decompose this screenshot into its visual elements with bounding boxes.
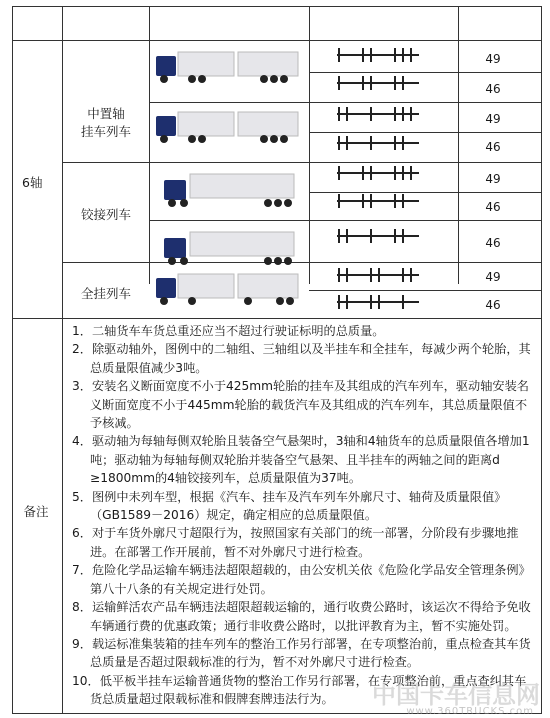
remark-item: 3．安装名义断面宽度不小于425mm轮胎的挂车及其组成的汽车列车，驱动轴安装名义断面宽度不小于445mm轮胎的载货汽车及其组成的汽车列车，其总质量限值不予核减。 bbox=[72, 379, 529, 431]
remarks-sep bbox=[12, 318, 542, 319]
category-label-center-axle-2: 挂车列车 bbox=[80, 124, 131, 139]
truck-image-full-trailer bbox=[152, 270, 302, 308]
table-border-top bbox=[12, 6, 542, 7]
truck-sep-2 bbox=[149, 220, 309, 221]
limit-value: 46 bbox=[485, 298, 501, 312]
truck-image-center-axle-2 bbox=[152, 108, 302, 146]
category-sep-1 bbox=[62, 162, 542, 163]
remark-item: 9．载运标准集装箱的挂车列车的整治工作另行部署，在专项整治前，重点检查其车货总质量是否超过限载标准的行为，暂不对外廓尺寸进行检查。 bbox=[72, 636, 531, 670]
remark-item: 7．危险化学品运输车辆违法超限超载的，由公安机关依《危险化学品安全管理条例》第八十八条的有关规定进行处罚。 bbox=[72, 563, 531, 596]
axle-diagram-1 bbox=[333, 44, 423, 66]
remark-item: 2．除驱动轴外，图例中的二轴组、三轴组以及半挂车和全挂车，每减少两个轮胎，其总质量限值减少3吨。 bbox=[72, 342, 531, 375]
remarks-list bbox=[66, 322, 536, 709]
category-sep-2 bbox=[62, 262, 542, 263]
axle-group-label: 6轴 bbox=[22, 175, 43, 190]
axle-diagram-8 bbox=[333, 264, 423, 286]
category-label-articulated: 铰接列车 bbox=[80, 207, 131, 222]
col-line-3 bbox=[309, 6, 310, 284]
limit-value: 46 bbox=[485, 82, 501, 96]
truck-image-center-axle-1 bbox=[152, 48, 302, 86]
limit-value: 46 bbox=[485, 200, 501, 214]
truck-image-articulated-2 bbox=[160, 230, 300, 268]
axle-diagram-7 bbox=[333, 225, 423, 247]
truck-image-articulated-1 bbox=[160, 172, 300, 210]
axle-diagram-3 bbox=[333, 103, 423, 125]
axle-diagram-9 bbox=[333, 292, 423, 312]
limit-value: 49 bbox=[485, 112, 501, 126]
remark-item: 4．驱动轴为每轴每侧双轮胎且装备空气悬架时，3轴和4轴货车的总质量限值各增加1吨；驱动轴为每轴每侧双轮胎并装备空气悬架、且半挂车的两轴之间的距离d ≥1800mm的4轴铰接列车，总质量限值为37吨。 bbox=[72, 434, 530, 486]
col-line-2 bbox=[149, 6, 150, 284]
remark-item: 6．对于车货外廓尺寸超限行为，按照国家有关部门的统一部署，分阶段有步骤地推进。在部署工作开展前，暂不对外廓尺寸进行检查。 bbox=[72, 526, 519, 559]
axle-diagram-2 bbox=[333, 72, 423, 94]
remark-item: 10．低平板半挂车运输普通货物的整治工作另行部署，在专项整治前，重点查纠其车货总质量超过限载标准和假牌套牌违法行为。 bbox=[72, 673, 527, 707]
table-border-right bbox=[541, 6, 542, 714]
axle-diagram-6 bbox=[333, 190, 423, 212]
remark-item: 8．运输鲜活农产品车辆违法超限超载运输的，通行收费公路时，该运次不得给予免收车辆通行费的优惠政策；通行非收费公路时，以批评教育为主，暂不实施处罚。 bbox=[72, 600, 531, 633]
watermark-url: www.360TRUCKS.com bbox=[406, 706, 534, 717]
limit-value: 46 bbox=[485, 140, 501, 154]
row-sep-6 bbox=[309, 290, 542, 291]
limit-value: 49 bbox=[485, 172, 501, 186]
axle-diagram-4 bbox=[333, 132, 423, 154]
truck-sep-1 bbox=[149, 102, 309, 103]
watermark: 中国卡车信息网 bbox=[372, 681, 540, 709]
header-row-line bbox=[12, 40, 542, 41]
limit-value: 46 bbox=[485, 236, 501, 250]
remark-item: 5．图例中未列车型，根据《汽车、挂车及汽车列车外廓尺寸、轴荷及质量限值》（GB1589－2016）规定，确定相应的总质量限值。 bbox=[72, 489, 507, 523]
col-line-4 bbox=[458, 6, 459, 284]
category-label-full-trailer: 全挂列车 bbox=[80, 286, 131, 301]
remarks-label: 备注 bbox=[23, 504, 49, 519]
table-border-left bbox=[12, 6, 13, 714]
limit-value: 49 bbox=[485, 52, 501, 66]
remark-item: 1．二轴货车车货总重还应当不超过行驶证标明的总质量。 bbox=[72, 324, 385, 338]
limit-value: 49 bbox=[485, 270, 501, 284]
row-sep-5 bbox=[309, 220, 542, 221]
category-label-center-axle-1: 中置轴 bbox=[87, 106, 125, 121]
col-line-1 bbox=[62, 6, 63, 714]
axle-diagram-5 bbox=[333, 162, 423, 184]
